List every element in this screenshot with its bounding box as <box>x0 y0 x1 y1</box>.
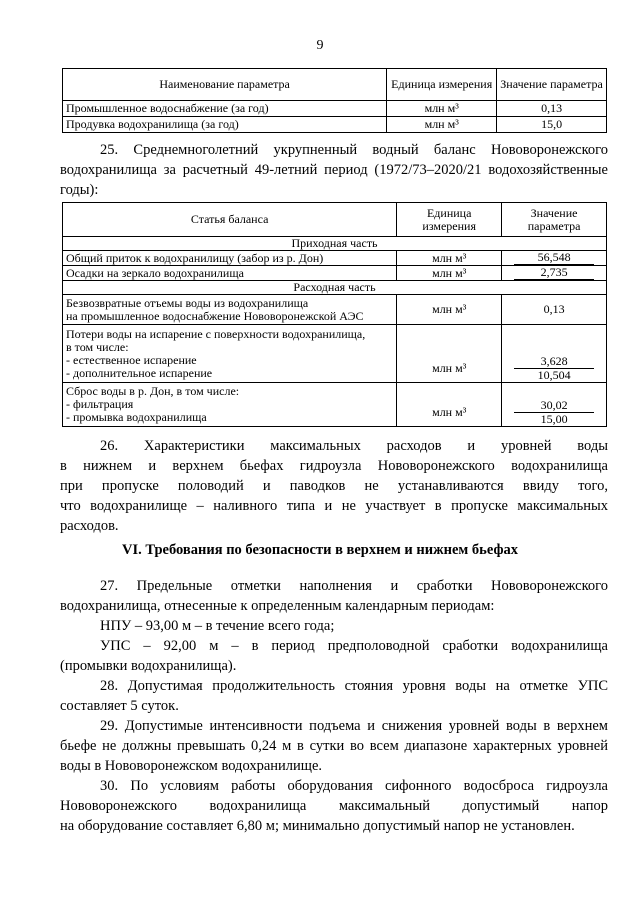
paragraph-25 <box>60 140 608 200</box>
row-unit: млн м³ <box>397 295 502 325</box>
table-header-row <box>63 203 607 237</box>
row-name: Продувка водохранилища (за год) <box>63 117 387 133</box>
row-value: 0,13 <box>502 295 607 325</box>
paragraph-line: НПУ – 93,00 м – в течение всего года; <box>100 618 335 634</box>
row-unit: млн м³ <box>397 325 502 383</box>
row-value: 0,13 <box>497 101 607 117</box>
section-income: Приходная часть <box>63 237 607 251</box>
table-header-row <box>63 69 607 101</box>
row-name <box>63 325 397 383</box>
water-balance-table <box>62 202 607 427</box>
section-row <box>63 281 607 295</box>
paragraph-line: (промывки водохранилища). <box>60 658 237 674</box>
header-unit: Единица измерения <box>397 203 502 237</box>
row-name-line: - дополнительное испарение <box>66 365 213 380</box>
row-name-line: Безвозвратные отъемы воды из водохранилища <box>66 295 309 310</box>
paragraph-line: 26. Характеристики максимальных расходов и уровней воды <box>100 438 608 454</box>
row-unit: млн м³ <box>397 266 502 281</box>
table-row <box>63 251 607 266</box>
paragraph-30 <box>60 776 608 836</box>
row-value-text: 15,00 <box>540 412 568 426</box>
row-name-line: Сброс воды в р. Дон, в том числе: <box>66 384 240 398</box>
row-name <box>63 383 397 427</box>
paragraph-line: 29. Допустимые интенсивности подъема и снижения уровней воды в верхнем <box>100 718 608 734</box>
paragraph-line: в нижнем и верхнем бьефах гидроузла Нововоронежского водохранилища <box>60 458 608 474</box>
row-value <box>502 251 607 266</box>
row-value-text: 2,735 <box>514 266 594 280</box>
row-name: Общий приток к водохранилищу (забор из р. Дон) <box>63 251 397 266</box>
row-value-text: 3,628 <box>514 355 594 369</box>
row-name <box>63 295 397 325</box>
parameters-table <box>62 68 607 133</box>
paragraph-line: 30. По условиям работы оборудования сифонного водосброса гидроузла <box>100 778 608 794</box>
paragraph-29 <box>60 716 608 776</box>
header-parameter-name: Наименование параметра <box>63 69 387 101</box>
row-value <box>502 325 607 383</box>
paragraph-line: при пропуске половодий и паводков не устанавливаются ввиду того, <box>60 478 608 494</box>
header-value: Значение параметра <box>497 69 607 101</box>
row-value: 15,0 <box>497 117 607 133</box>
page-number: 9 <box>316 38 324 53</box>
section-heading: VI. Требования по безопасности в верхнем и нижнем бьефах <box>122 542 518 558</box>
paragraph-line: что водохранилище – наливного типа и не участвует в пропуске максимальных <box>60 498 608 514</box>
row-unit: млн м³ <box>397 383 502 427</box>
paragraph-line: 28. Допустимая продолжительность стояния уровня воды на отметке УПС <box>100 678 608 694</box>
row-value-text: 56,548 <box>514 251 594 265</box>
row-name-line: на промышленное водоснабжение Нововоронежской АЭС <box>66 308 364 323</box>
paragraph-line: бьефе не должны превышать 0,24 м в сутки во всем диапазоне характерных уровней <box>60 738 608 754</box>
paragraph-27 <box>60 576 608 676</box>
table-row <box>63 383 607 427</box>
table-row <box>63 295 607 325</box>
paragraph-line: водохранилища за расчетный 49-летний период (1972/73–2020/21 водохозяйственные годы): <box>60 162 608 198</box>
row-unit: млн м³ <box>387 101 497 117</box>
row-name-line: - промывка водохранилища <box>66 410 207 424</box>
table-row <box>63 101 607 117</box>
paragraph-line: на оборудование составляет 6,80 м; минимально допустимый напор не установлен. <box>60 818 575 834</box>
row-name-line: - естественное испарение <box>66 352 197 367</box>
row-value-text: 10,504 <box>537 368 571 382</box>
paragraph-26 <box>60 436 608 536</box>
row-name: Осадки на зеркало водохранилища <box>63 266 397 281</box>
header-balance-item: Статья баланса <box>63 203 397 237</box>
header-unit: Единица измерения <box>387 69 497 101</box>
paragraph-line: 27. Предельные отметки наполнения и сработки Нововоронежского <box>100 578 608 594</box>
row-value <box>502 383 607 427</box>
paragraph-line: расходов. <box>60 518 119 534</box>
row-value-text: 30,02 <box>514 399 594 413</box>
paragraph-28 <box>60 676 608 716</box>
section-expense: Расходная часть <box>63 281 607 295</box>
row-unit: млн м³ <box>397 251 502 266</box>
table-row <box>63 325 607 383</box>
paragraph-line: УПС – 92,00 м – в период предполоводной сработки водохранилища <box>100 638 608 654</box>
table-row <box>63 266 607 281</box>
section-row <box>63 237 607 251</box>
row-name-line: - фильтрация <box>66 397 134 411</box>
header-value: Значение параметра <box>502 203 607 237</box>
row-name-line: Потери воды на испарение с поверхности водохранилища, <box>66 326 366 341</box>
paragraph-line: 25. Среднемноголетний укрупненный водный баланс Нововоронежского <box>100 142 608 158</box>
paragraph-line: составляет 5 суток. <box>60 698 179 714</box>
row-name-line: в том числе: <box>66 339 129 354</box>
row-unit: млн м³ <box>387 117 497 133</box>
row-name: Промышленное водоснабжение (за год) <box>63 101 387 117</box>
paragraph-line: водохранилища, отнесенные к определенным календарным периодам: <box>60 598 495 614</box>
paragraph-line: Нововоронежского водохранилища максимальный допустимый напор <box>60 798 608 814</box>
row-value <box>502 266 607 281</box>
paragraph-line: воды в Нововоронежском водохранилище. <box>60 758 323 774</box>
table-row <box>63 117 607 133</box>
